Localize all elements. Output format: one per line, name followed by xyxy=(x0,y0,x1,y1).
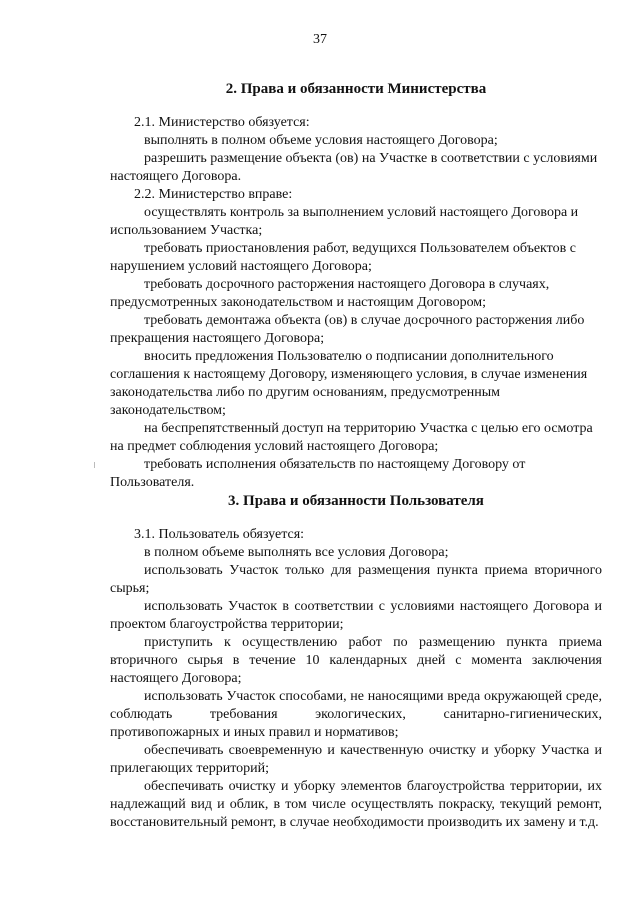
paragraph: использовать Участок только для размещения пункта приема вторичного сырья; xyxy=(110,563,602,596)
paragraph: использовать Участок в соответствии с условиями настоящего Договора и проектом благоустройства территории; xyxy=(110,599,602,632)
paragraph: использовать Участок способами, не наносящими вреда окружающей среде, соблюдать требования экологических, санитарно-гигиенических, противопожарных и иных правил и нормативов; xyxy=(110,689,602,740)
paragraph: требовать демонтажа объекта (ов) в случае досрочного расторжения либо прекращения настоящего Договора; xyxy=(110,313,585,346)
paragraph: требовать приостановления работ, ведущихся Пользователем объектов с нарушением условий настоящего Договора; xyxy=(110,241,576,274)
paragraph: обеспечивать своевременную и качественную очистку и уборку Участка и прилегающих территорий; xyxy=(110,743,602,776)
paragraph: в полном объеме выполнять все условия Договора; xyxy=(144,545,449,560)
paragraph: выполнять в полном объеме условия настоящего Договора; xyxy=(144,133,498,148)
paragraph: обеспечивать очистку и уборку элементов благоустройства территории, их надлежащий вид и облик, в том числе осуществлять покраску, текущий ремонт, восстановительный ремонт, в случае необходимости производить их замену и т.д. xyxy=(110,779,602,830)
paragraph: осуществлять контроль за выполнением условий настоящего Договора и использованием Участка; xyxy=(110,205,579,238)
section-2-title: 2. Права и обязанности Министерства xyxy=(225,81,487,97)
paragraph: разрешить размещение объекта (ов) на Участке в соответствии с условиями настоящего Договора. xyxy=(110,151,598,184)
paragraph: вносить предложения Пользователю о подписании дополнительного соглашения к настоящему Договору, изменяющего условия, в случае изменения законодательства либо по другим основаниям, предусмотренным законодательством; xyxy=(110,349,588,418)
clause-3-1: 3.1. Пользователь обязуется: xyxy=(134,527,305,542)
section-2-body xyxy=(110,114,602,492)
margin-mark xyxy=(94,462,95,468)
section-3-title: 3. Права и обязанности Пользователя xyxy=(228,493,484,509)
paragraph: требовать исполнения обязательств по настоящему Договору от Пользователя. xyxy=(110,457,526,490)
clause-2-2: 2.2. Министерство вправе: xyxy=(134,187,293,202)
clause-2-1: 2.1. Министерство обязуется: xyxy=(134,115,310,130)
paragraph: приступить к осуществлению работ по размещению пункта приема вторичного сырья в течение 10 календарных дней с момента заключения настоящего Договора; xyxy=(110,635,602,686)
paragraph: на беспрепятственный доступ на территорию Участка с целью его осмотра на предмет соблюдения условий настоящего Договора; xyxy=(110,421,593,454)
paragraph: требовать досрочного расторжения настоящего Договора в случаях, предусмотренных законодательством и настоящим Договором; xyxy=(110,277,550,310)
page-number: 37 xyxy=(313,32,327,47)
section-3-body xyxy=(110,526,602,832)
